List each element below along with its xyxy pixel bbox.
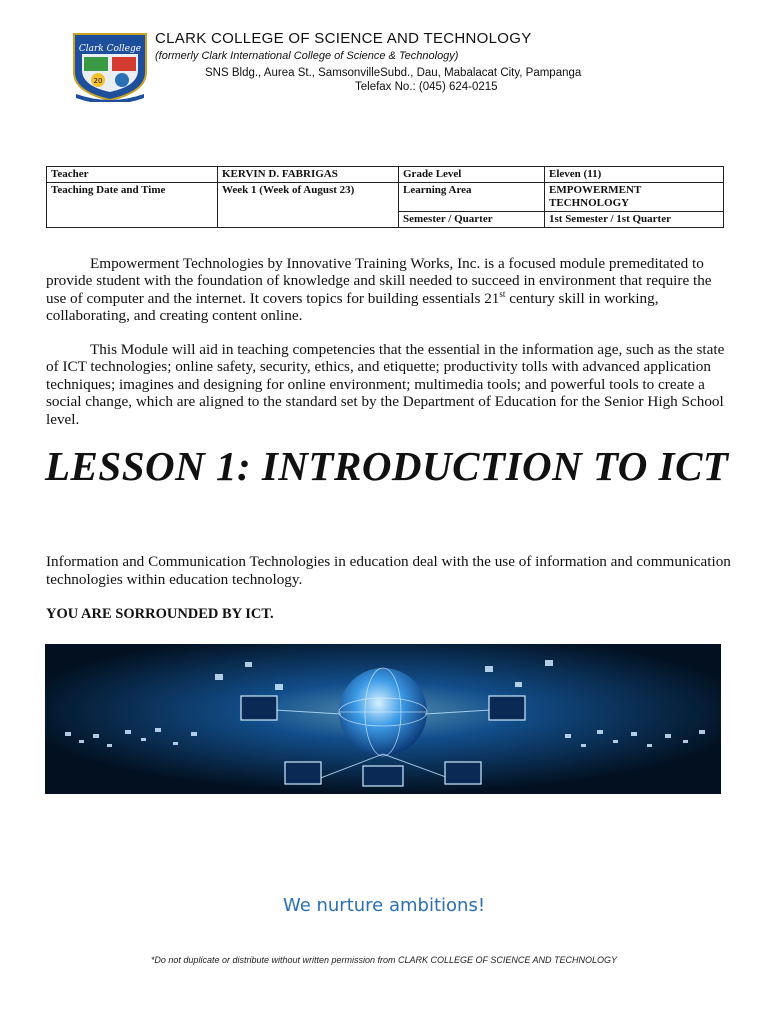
telefax	[355, 81, 498, 93]
grade-label: Grade Level	[399, 167, 545, 183]
semester-label: Semester / Quarter	[399, 212, 545, 228]
logo-year: 20	[93, 77, 103, 85]
section-heading: YOU ARE SORROUNDED BY ICT.	[46, 606, 274, 622]
lesson-title: LESSON 1: INTRODUCTION TO ICT	[45, 443, 729, 489]
logo-text: Clark College	[78, 44, 142, 54]
module-paragraph	[46, 341, 726, 428]
college-address: SNS Bldg., Aurea St., SamsonvilleSubd., Dau, Mabalacat City, Pampanga	[205, 67, 582, 79]
area-label: Learning Area	[399, 183, 545, 212]
para1-text-a: Empowerment Technologies by Innovative Training Works, Inc. is a focused module premeditated to provide student with the foundation of knowledge and skill needed to succeed in environment that require the use of computer and the internet. It covers topics for building essentials 21	[46, 255, 712, 307]
para2-text: This Module will aid in teaching competencies that the essential in the information age, such as the state of ICT technologies; online safety, security, ethics, and etiquette; productivity tolls with advanced application techniques; imagines and designing for online environment; multimedia tools; and powerful tools to create a social change, which are aligned to the standard set by the Department of Education for the Senior High School level.	[46, 341, 725, 428]
table-row	[47, 167, 724, 183]
teacher-value: KERVIN D. FABRIGAS	[218, 167, 399, 183]
para1-superscript: st	[499, 288, 506, 299]
college-logo	[68, 28, 152, 102]
ict-network-image	[45, 644, 721, 794]
intro-paragraph	[46, 255, 726, 325]
semester-value: 1st Semester / 1st Quarter	[545, 212, 724, 228]
former-name: (formerly Clark International College of Science & Technology)	[155, 50, 459, 62]
date-value: Week 1 (Week of August 23)	[218, 183, 399, 228]
college-name: CLARK COLLEGE OF SCIENCE AND TECHNOLOGY	[155, 30, 532, 47]
telefax-number: (045) 624-0215	[415, 81, 498, 93]
telefax-label: Telefax No.:	[355, 81, 416, 93]
lesson-info-table	[46, 166, 724, 228]
area-value: EMPOWERMENT TECHNOLOGY	[545, 183, 724, 212]
para1-text-b: century skill in working, collaborating, and creating content online.	[46, 289, 659, 325]
copyright-note: *Do not duplicate or distribute without written permission from CLARK COLLEGE OF SCIENCE AND TECHNOLOGY	[150, 955, 618, 965]
teacher-label: Teacher	[47, 167, 218, 183]
ict-intro-paragraph: Information and Communication Technologies in education deal with the use of information and communication technologies within education technology.	[46, 553, 731, 588]
grade-value: Eleven (11)	[545, 167, 724, 183]
table-row	[47, 183, 724, 212]
date-label: Teaching Date and Time	[47, 183, 218, 228]
college-motto: We nurture ambitions!	[282, 895, 486, 916]
